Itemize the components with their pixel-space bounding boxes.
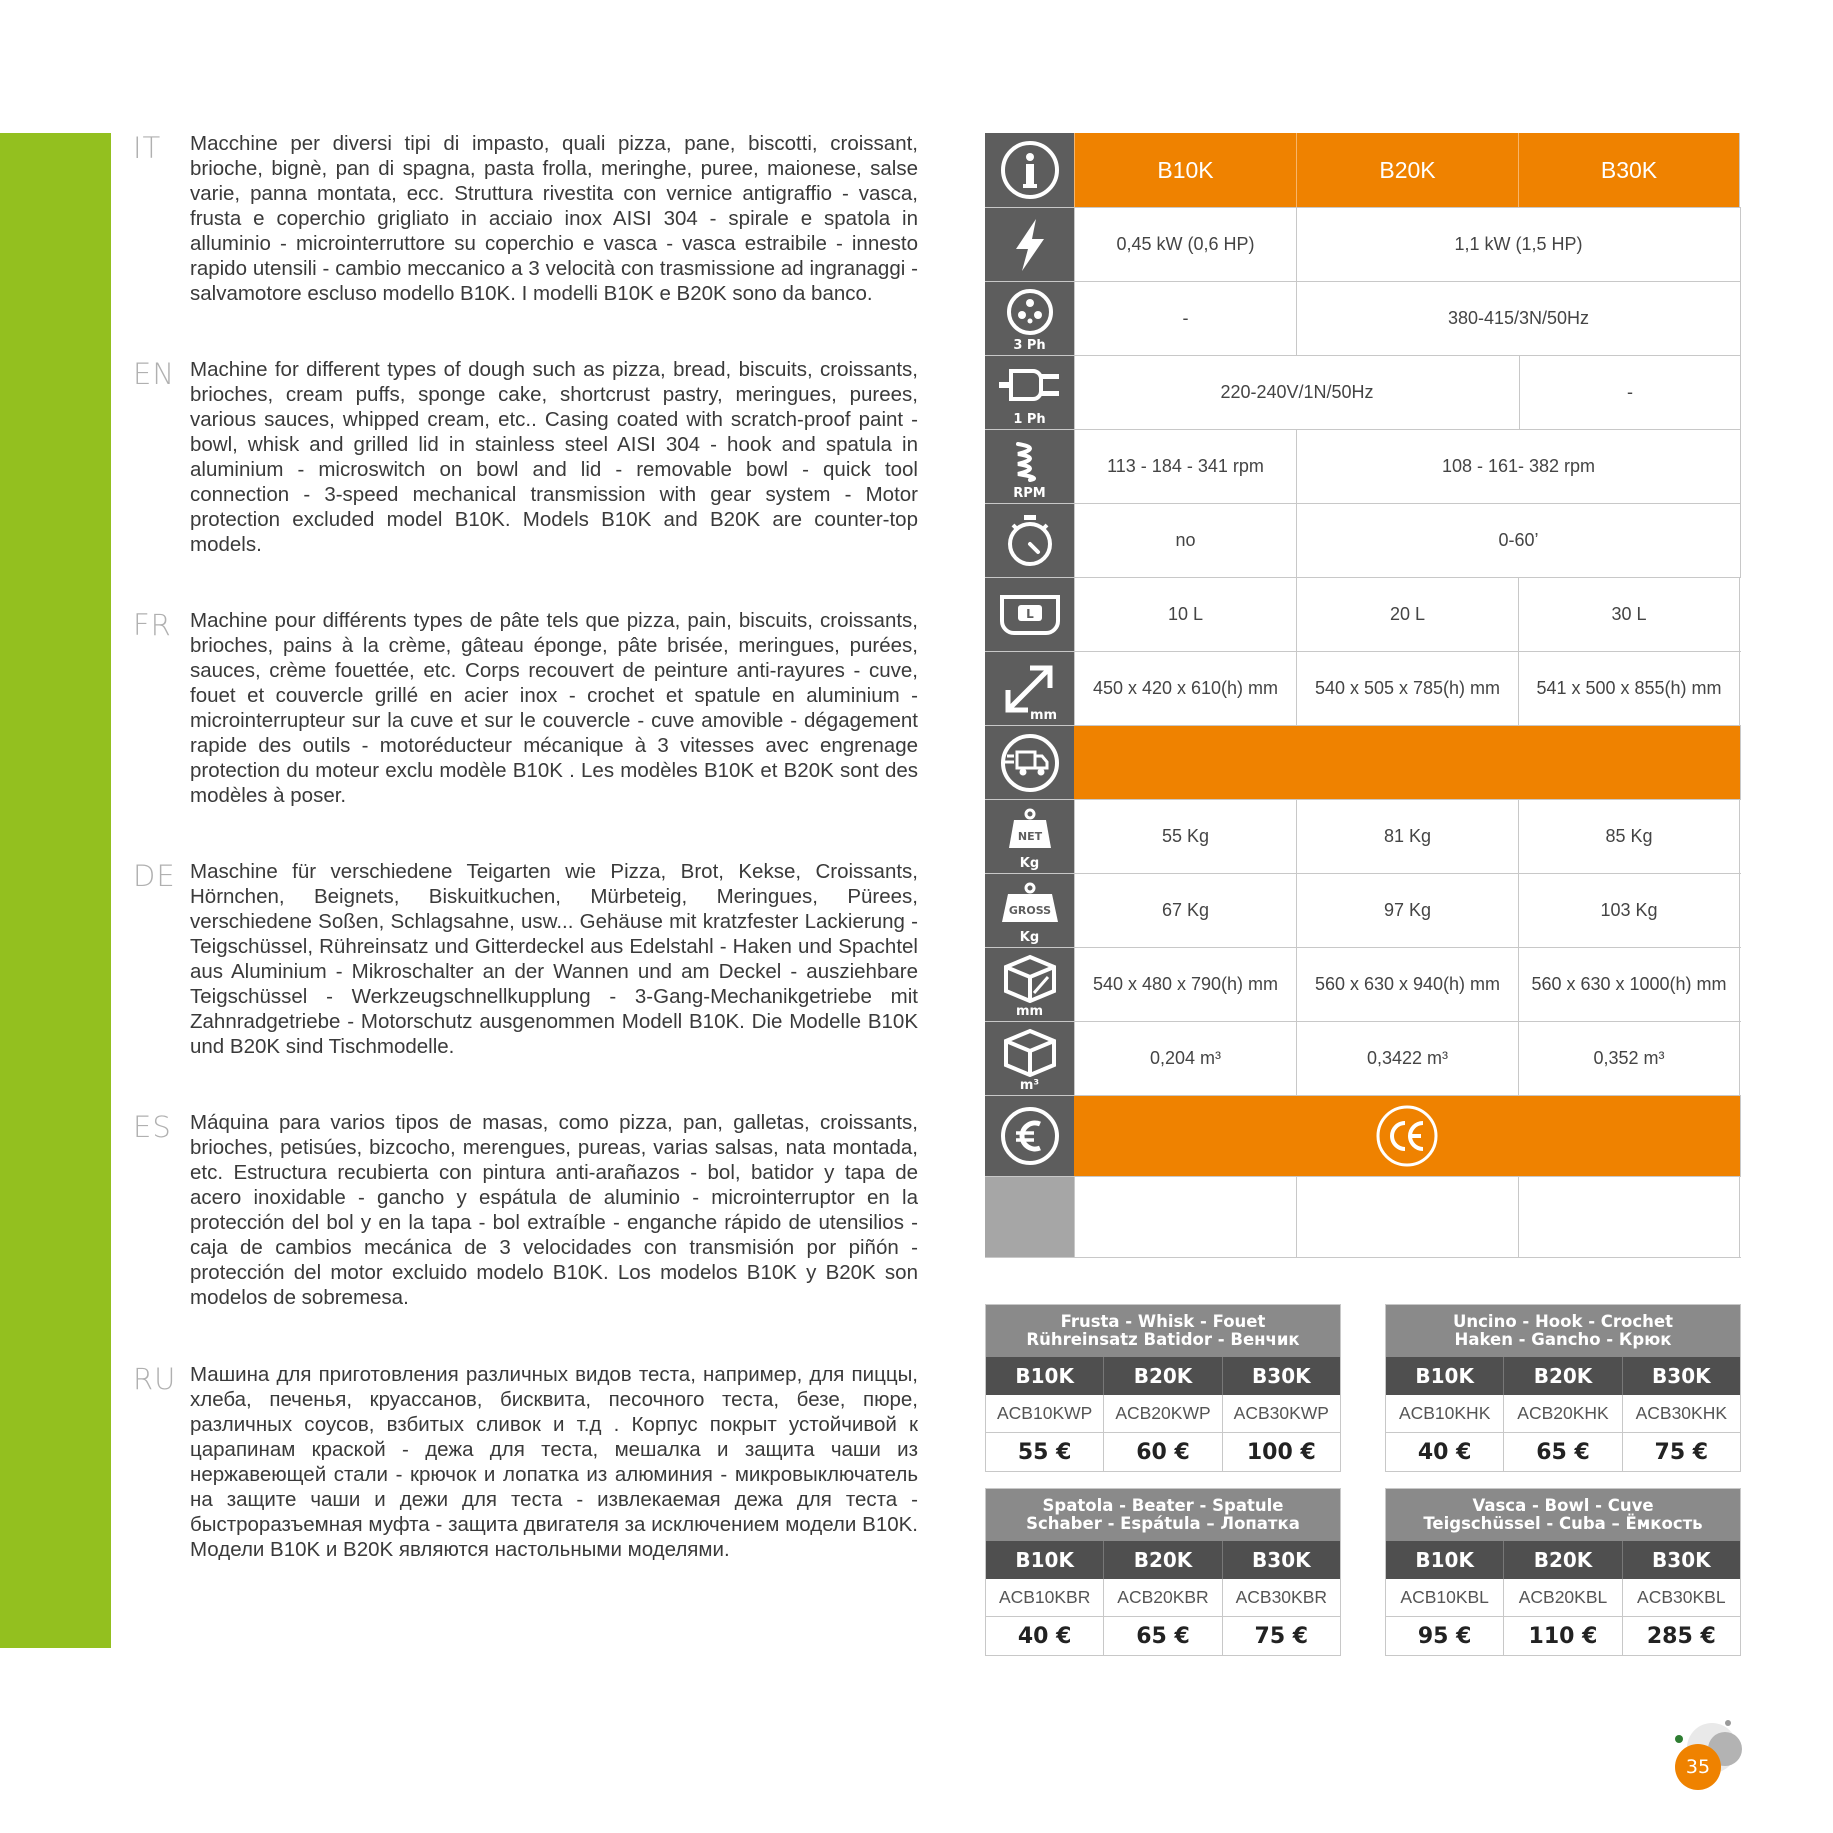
net-weight-value: 81 Kg [1296, 800, 1518, 873]
volume-caption: m³ [1019, 1078, 1040, 1093]
price-cell [1074, 1177, 1296, 1257]
gross-weight-value: 97 Kg [1296, 874, 1518, 947]
accessory-title [1386, 1489, 1740, 1541]
gross-label: GROSS [1008, 903, 1051, 917]
delivery-truck-icon [985, 726, 1074, 799]
lightning-icon [985, 208, 1074, 281]
power-row [985, 208, 1741, 282]
accessory-code: ACB10KBR [998, 1587, 1091, 1607]
accessory-price-row [986, 1433, 1340, 1471]
euro-icon [985, 1096, 1074, 1176]
lang-text: Máquina para varios tipos de masas, como pizza, pan, galletas, croissants, brioches, petisúes, bizcocho, merengues, pureas, varias salsas, nata montada, etc. Estructura recubierta con pintura anti-arañazos - bol, batidor y tapa de acero inoxidable - gancho y espátula de aluminio - microinterruptor en la protección del bol y en la tapa - bol extraíble - enganche rápido de utensilios - caja de cambios mecánica de 3 velocidades con transmisión por piñón - protección del motor excluido modelo B10K. Los modelos B10K y B20K son modelos de sobremesa. [190, 1111, 918, 1309]
accessory-price: 110 € [1503, 1617, 1621, 1655]
accessory-price: 95 € [1417, 1623, 1472, 1649]
accessory-model: B10K [1015, 1548, 1074, 1572]
accessory-price: 75 € [1222, 1617, 1340, 1655]
accessory-title [986, 1489, 1340, 1541]
capacity-value: 20 L [1296, 578, 1518, 651]
accessory-title-line1: Spatola - Beater - Spatule [1042, 1496, 1284, 1515]
accessory-code-row [986, 1579, 1340, 1617]
rpm-value: 108 - 161- 382 rpm [1296, 430, 1741, 503]
spring-icon [985, 430, 1074, 503]
accessory-price-row [1386, 1433, 1740, 1471]
net-label: NET [1017, 829, 1042, 843]
gross-weight-icon [985, 874, 1074, 947]
green-side-bar [0, 133, 111, 1648]
accessory-code: ACB30KBL [1622, 1579, 1740, 1616]
capacity-row [985, 578, 1741, 652]
accessory-model: B10K [1415, 1548, 1474, 1572]
accessory-model-row [1386, 1357, 1740, 1395]
lang-code: IT [133, 131, 162, 165]
accessory-title [1386, 1305, 1740, 1357]
accessory-price: 100 € [1222, 1433, 1340, 1471]
accessory-model: B20K [1503, 1541, 1621, 1579]
accessory-title-line2: Rühreinsatz Batidor - Венчик [1026, 1330, 1300, 1349]
price-row-icon-cell [985, 1177, 1074, 1257]
accessory-price: 75 € [1622, 1433, 1740, 1471]
volume-value: 0,352 m³ [1518, 1022, 1740, 1095]
accessory-model: B30K [1222, 1357, 1340, 1395]
accessory-price-row [1386, 1617, 1740, 1655]
accessory-title-line2: Haken - Gancho - Крюк [1454, 1330, 1672, 1349]
accessory-code: ACB20KWP [1103, 1395, 1221, 1432]
volume-row [985, 1022, 1741, 1096]
lang-text: Machine pour différents types de pâte tels que pizza, pain, biscuits, croissants, brioches, pains à la crème, gâteau éponge, pâte brisée, meringues, purées, sauces, crème fouettée, etc. Corps recouvert de peinture anti-rayures - cuve, fouet et couvercle grillé en acier inox - crochet et spatule en aluminium - microinterrupteur sur la cuve et sur le couvercle - cuve amovible - dégagement rapide des outils - motoréducteur mécanique à 3 vitesses avec engrenage protection du moteur exclu modèle B10K . Les modèles B10K et B20K sont des modèles à poser. [190, 609, 918, 807]
lang-text: Машина для приготовления различных видов теста, например, для пиццы, хлеба, печенья, круассанов, бисквита, песочного теста, безе, пюре, различных соусов, взбитых сливок и т.д . Корпус покрыт устойчивой к царапинам краской - дежа для теста, мешалка и защита чаши из нержавеющей стали - крючок и лопатка из алюминия - микровыключатель на защите чаши и дежи для теста - извлекаемая дежа для теста - быстроразъемная муфта - защита двигателя за исключением модели B10K. Модели B10K и B20K являются настольными моделями. [190, 1363, 918, 1561]
gross-weight-row [985, 874, 1741, 948]
rpm-caption: RPM [1013, 486, 1046, 501]
lang-text: Macchine per diversi tipi di impasto, quali pizza, pane, biscotti, croissant, brioche, bignè, pan di spagna, pasta frolla, meringhe, puree, maionese, salse varie, panna montata, ecc. Struttura rivestita con vernice antigraffio - vasca, frusta e coperchio grigliato in acciaio inox AISI 304 - spirale e spatola in alluminio - microinterruttore su coperchio e vasca - vasca estraibile - innesto rapido utensili - cambio meccanico a 3 velocità con trasmissione ad ingranaggi - salvamotore escluso modello B10K. I modelli B10K e B20K sono da banco. [190, 132, 918, 305]
rpm-row [985, 430, 1741, 504]
price-header-row [985, 1096, 1741, 1177]
power-value: 0,45 kW (0,6 HP) [1074, 208, 1296, 281]
shipping-header-bar [1074, 726, 1741, 799]
dimensions-caption: mm [1029, 708, 1058, 723]
price-cell [1296, 1177, 1518, 1257]
three-phase-row [985, 282, 1741, 356]
accessory-title-line1: Frusta - Whisk - Fouet [1060, 1312, 1266, 1331]
accessory-code: ACB10KBL [1400, 1587, 1489, 1607]
accessory-code: ACB20KHK [1503, 1395, 1621, 1432]
three-phase-plug-icon [985, 282, 1074, 355]
gross-weight-value: 67 Kg [1074, 874, 1296, 947]
accessory-code: ACB10KWP [997, 1403, 1093, 1423]
capacity-value: 10 L [1074, 578, 1296, 651]
stopwatch-icon [985, 504, 1074, 577]
accessory-table-whisk [985, 1304, 1341, 1472]
net-weight-icon [985, 800, 1074, 873]
volume-value: 0,204 m³ [1074, 1022, 1296, 1095]
price-cell [1518, 1177, 1740, 1257]
package-dimensions-row [985, 948, 1741, 1022]
accessory-model: B10K [1015, 1364, 1074, 1388]
timer-row [985, 504, 1741, 578]
accessory-title-line1: Uncino - Hook - Crochet [1453, 1312, 1673, 1331]
accessory-price: 65 € [1503, 1433, 1621, 1471]
page-number: 35 [1675, 1744, 1721, 1790]
accessory-title-line1: Vasca - Bowl - Cuve [1472, 1496, 1654, 1515]
accessory-model: B10K [1415, 1364, 1474, 1388]
accessory-price: 55 € [1017, 1439, 1072, 1465]
accessory-title-line2: Schaber - Espátula – Лопатка [1026, 1514, 1300, 1533]
accessory-code: ACB30KHK [1622, 1395, 1740, 1432]
single-phase-value: 220-240V/1N/50Hz [1074, 356, 1519, 429]
net-weight-value: 85 Kg [1518, 800, 1740, 873]
accessory-code: ACB30KWP [1222, 1395, 1340, 1432]
model-header: B20K [1296, 133, 1518, 207]
info-icon [985, 133, 1074, 207]
lang-code: DE [133, 859, 176, 893]
accessory-code: ACB10KHK [1398, 1403, 1491, 1423]
lang-code: EN [133, 357, 176, 391]
volume-value: 0,3422 m³ [1296, 1022, 1518, 1095]
accessory-table-beater [985, 1488, 1341, 1656]
package-dimensions-value: 560 x 630 x 940(h) mm [1296, 948, 1518, 1021]
dimensions-value: 541 x 500 x 855(h) mm [1518, 652, 1740, 725]
lang-text: Maschine für verschiedene Teigarten wie Pizza, Brot, Kekse, Croissants, Hörnchen, Beignets, Biskuitkuchen, Mürbeteig, Meringues, Pürees, verschiedene Soßen, Schlagsahne, usw... Gehäuse mit kratzfester Lackierung - Teigschüssel, Rühreinsatz und Gitterdeckel aus Edelstahl - Haken und Spachtel aus Aluminium - Mikroschalter an der Wannen und am Deckel - ausziehbare Teigschüssel - Werkzeugschnellkupplung - 3-Gang-Mechanikgetriebe mit Zahnradgetriebe - Motorschutz ausgenommen Modell B10K. Die Modelle B10K und B20K sind Tischmodelle. [190, 860, 918, 1058]
package-dimensions-value: 540 x 480 x 790(h) mm [1074, 948, 1296, 1021]
net-weight-caption: Kg [1019, 856, 1040, 871]
accessory-table-bowl [1385, 1488, 1741, 1656]
accessory-model-row [1386, 1541, 1740, 1579]
lang-code: RU [133, 1362, 177, 1396]
accessory-model: B30K [1622, 1357, 1740, 1395]
dimensions-row [985, 652, 1741, 726]
volume-box-icon [985, 1022, 1074, 1095]
accessory-code-row [1386, 1395, 1740, 1433]
accessory-price: 65 € [1103, 1617, 1221, 1655]
gross-weight-caption: Kg [1019, 930, 1040, 945]
accessory-price-row [986, 1617, 1340, 1655]
accessory-model: B30K [1222, 1541, 1340, 1579]
single-phase-plug-icon [985, 356, 1074, 429]
power-value: 1,1 kW (1,5 HP) [1296, 208, 1741, 281]
accessory-price: 40 € [1417, 1439, 1472, 1465]
accessory-code: ACB20KBL [1503, 1579, 1621, 1616]
accessory-title [986, 1305, 1340, 1357]
dimensions-value: 540 x 505 x 785(h) mm [1296, 652, 1518, 725]
accessory-code-row [1386, 1579, 1740, 1617]
package-box-icon [985, 948, 1074, 1021]
accessory-price: 285 € [1622, 1617, 1740, 1655]
accessory-model: B30K [1622, 1541, 1740, 1579]
page-deco-dot [1725, 1720, 1731, 1726]
page-deco-dot [1675, 1735, 1683, 1743]
lang-code: ES [133, 1110, 172, 1144]
three-phase-caption: 3 Ph [1013, 338, 1046, 353]
lang-code: FR [133, 608, 172, 642]
accessory-title-line2: Teigschüssel - Cuba – Ёмкость [1423, 1514, 1703, 1533]
accessory-table-hook [1385, 1304, 1741, 1472]
model-header: B10K [1074, 133, 1296, 207]
accessory-model: B20K [1103, 1357, 1221, 1395]
gross-weight-value: 103 Kg [1518, 874, 1740, 947]
shipping-header-row [985, 726, 1741, 800]
single-phase-caption: 1 Ph [1013, 412, 1046, 427]
dimensions-arrow-icon [985, 652, 1074, 725]
accessory-model-row [986, 1357, 1340, 1395]
accessory-code: ACB30KBR [1222, 1579, 1340, 1616]
timer-value: 0-60’ [1296, 504, 1741, 577]
single-phase-value: - [1519, 356, 1741, 429]
accessory-code: ACB20KBR [1103, 1579, 1221, 1616]
accessory-model: B20K [1503, 1357, 1621, 1395]
ce-mark-bar [1074, 1096, 1741, 1176]
timer-value: no [1074, 504, 1296, 577]
accessory-code-row [986, 1395, 1340, 1433]
price-row [985, 1177, 1741, 1258]
accessory-model-row [986, 1541, 1340, 1579]
three-phase-value: 380-415/3N/50Hz [1296, 282, 1741, 355]
dimensions-value: 450 x 420 x 610(h) mm [1074, 652, 1296, 725]
capacity-value: 30 L [1518, 578, 1740, 651]
net-weight-value: 55 Kg [1074, 800, 1296, 873]
single-phase-row [985, 356, 1741, 430]
accessory-model: B20K [1103, 1541, 1221, 1579]
package-caption: mm [1015, 1004, 1044, 1019]
three-phase-value: - [1074, 282, 1296, 355]
net-weight-row [985, 800, 1741, 874]
lang-text: Machine for different types of dough such as pizza, bread, biscuits, croissants, brioches, cream puffs, sponge cake, shortcrust pastry, meringues, purees, various sauces, whipped cream, etc.. Casing coated with scratch-proof paint - bowl, whisk and grilled lid in stainless steel AISI 304 - hook and spatula in aluminium - microswitch on bowl and lid - removable bowl - quick tool connection - 3-speed mechanical transmission with gear system - Motor protection excluded model B10K. Models B10K and B20K are counter-top models. [190, 358, 918, 556]
package-dimensions-value: 560 x 630 x 1000(h) mm [1518, 948, 1740, 1021]
accessory-price: 60 € [1103, 1433, 1221, 1471]
model-header: B30K [1518, 133, 1740, 207]
rpm-value: 113 - 184 - 341 rpm [1074, 430, 1296, 503]
bowl-icon-letter: L [1025, 606, 1034, 621]
accessory-price: 40 € [1017, 1623, 1072, 1649]
bowl-icon [985, 578, 1074, 651]
ce-mark-icon [1375, 1104, 1439, 1168]
spec-table [985, 133, 1741, 1258]
spec-header-row [985, 133, 1741, 208]
